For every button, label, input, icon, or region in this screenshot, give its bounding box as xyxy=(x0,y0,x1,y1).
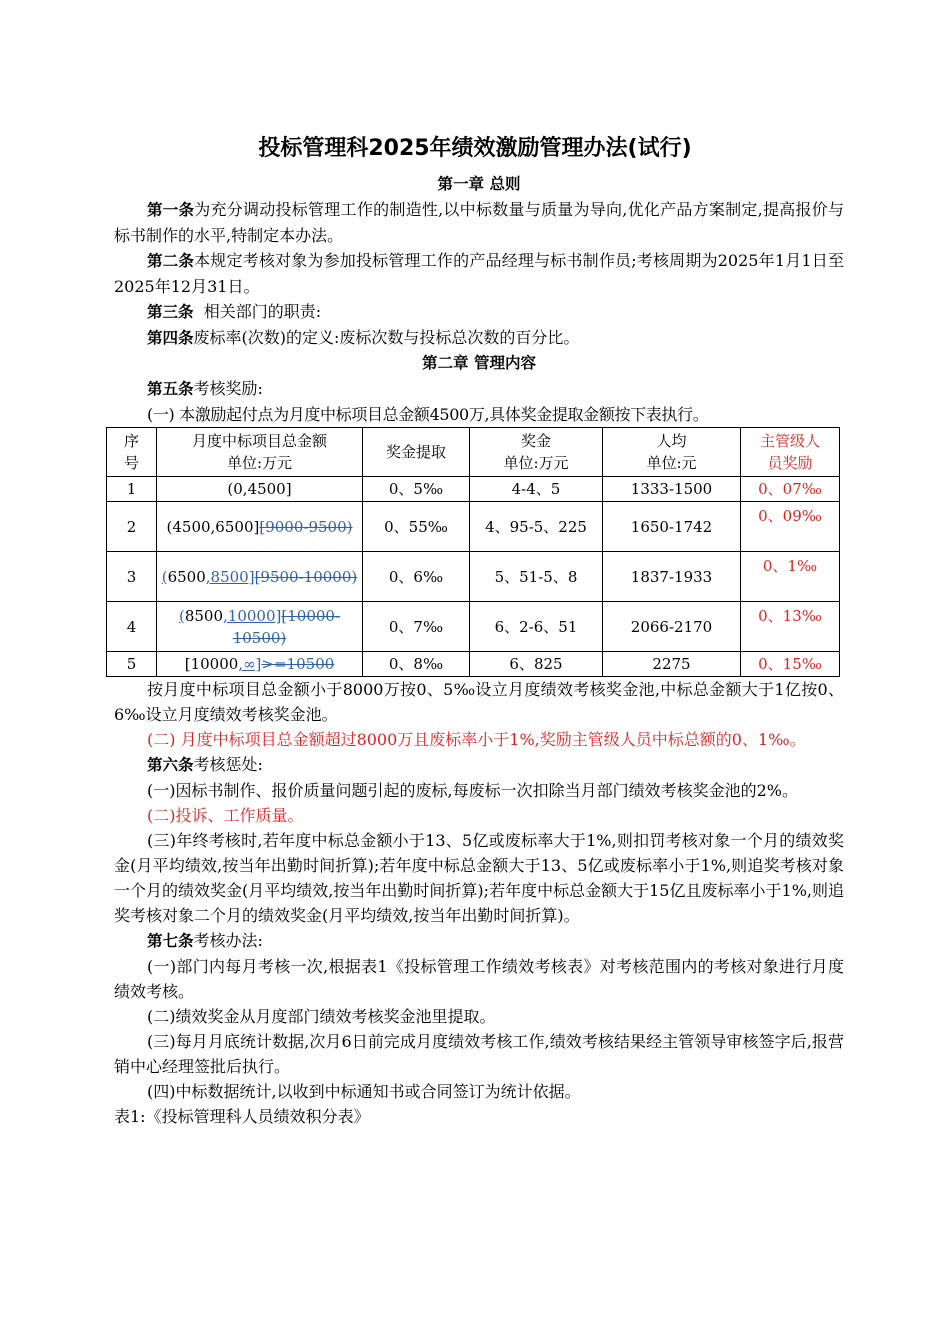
article-2-text: 本规定考核对象为参加投标管理工作的产品经理与标书制作员;考核周期为2025年1月1日至2025年12月31日。 xyxy=(114,251,844,296)
cell-manager: 0、13‰ xyxy=(741,602,840,652)
document-title: 投标管理科2025年绩效激励管理办法(试行) xyxy=(258,136,692,161)
article-4-text: 废标率(次数)的定义:废标次数与投标总次数的百分比。 xyxy=(193,328,580,347)
cell-avg: 1333-1500 xyxy=(603,477,741,502)
article-7-item-4: (四)中标数据统计,以收到中标通知书或合同签订为统计依据。 xyxy=(147,1082,581,1101)
table-caption: 表1:《投标管理科人员绩效积分表》 xyxy=(114,1107,370,1126)
cell-range: (0,4500] xyxy=(157,477,363,502)
cell-rate: 0、7‰ xyxy=(363,602,470,652)
table-row xyxy=(107,652,840,677)
article-1 xyxy=(114,197,844,248)
article-7 xyxy=(114,928,844,954)
cell-bonus: 6、2-6、51 xyxy=(470,602,603,652)
article-6-text: 考核惩处: xyxy=(193,755,263,774)
deleted-range-text: [9000-9500) xyxy=(259,517,353,536)
cell-range: (6500,8500][9500-10000) xyxy=(157,552,363,602)
table-row xyxy=(107,552,840,602)
bonus-table xyxy=(106,427,840,677)
article-6-item-1: (一)因标书制作、报价质量问题引起的废标,每废标一次扣除当月部门绩效考核奖金池的2%。 xyxy=(147,781,798,800)
article-6-item-3: (三)年终考核时,若年度中标总金额小于13、5亿或废标率大于1%,则扣罚考核对象一个月的绩效奖金(月平均绩效,按当年出勤时间折算);若年度中标总金额大于13、5亿或废标率小于1%,则追奖考核对象一个月的绩效奖金(月平均绩效,按当年出勤时间折算);若年度中标总金额大于15亿且废标率小于1%,则追奖考核对象二个月的绩效奖金(月平均绩效,按当年出勤时间折算)。 xyxy=(114,831,844,925)
table-header-row xyxy=(107,428,840,477)
col-header-no: 序 号 xyxy=(107,428,157,477)
deleted-range-text: [10000-10500) xyxy=(232,606,341,647)
table-row xyxy=(107,477,840,502)
article-7-item-1: (一)部门内每月考核一次,根据表1《投标管理工作绩效考核表》对考核范围内的考核对象进行月度绩效考核。 xyxy=(114,957,844,1001)
article-5 xyxy=(114,376,844,402)
inserted-range-text: ( xyxy=(161,567,168,586)
article-5-item-2: (二) 月度中标项目总金额超过8000万且废标率小于1%,奖励主管级人员中标总额的0、1‰。 xyxy=(147,730,806,749)
col-header-avg: 人均 单位:元 xyxy=(603,428,741,477)
table-row xyxy=(107,602,840,652)
cell-rate: 0、8‰ xyxy=(363,652,470,677)
cell-rate: 0、55‰ xyxy=(363,502,470,552)
deleted-range-text: >=10500 xyxy=(261,655,335,673)
article-6 xyxy=(114,752,844,778)
cell-avg: 1837-1933 xyxy=(603,552,741,602)
article-7-text: 考核办法: xyxy=(193,931,263,950)
article-5-item-1: (一) 本激励起付点为月度中标项目总金额4500万,具体奖金提取金额按下表执行。 xyxy=(147,405,709,424)
cell-rate: 0、5‰ xyxy=(363,477,470,502)
article-2 xyxy=(114,248,844,299)
cell-avg: 2066-2170 xyxy=(603,602,741,652)
cell-range: (8500,10000][10000-10500) xyxy=(157,602,363,652)
article-3 xyxy=(114,299,844,325)
cell-manager: 0、07‰ xyxy=(741,477,840,502)
col-header-rate: 奖金提取 xyxy=(363,428,470,477)
article-4-label: 第四条 xyxy=(147,329,194,347)
cell-bonus: 4-4、5 xyxy=(470,477,603,502)
article-6-item-2: (二)投诉、工作质量。 xyxy=(147,806,304,825)
cell-bonus: 5、51-5、8 xyxy=(470,552,603,602)
article-2-label: 第二条 xyxy=(147,252,195,270)
cell-range: (4500,6500][9000-9500) xyxy=(157,502,363,552)
article-5-label: 第五条 xyxy=(147,380,194,398)
cell-avg: 1650-1742 xyxy=(603,502,741,552)
article-6-label: 第六条 xyxy=(147,756,194,774)
deleted-range-text: [9500-10000) xyxy=(254,567,358,586)
article-5-text: 考核奖励: xyxy=(193,379,263,398)
cell-manager: 0、09‰ xyxy=(741,502,840,552)
cell-manager: 0、15‰ xyxy=(741,652,840,677)
cell-bonus: 4、95-5、225 xyxy=(470,502,603,552)
cell-no: 1 xyxy=(107,477,157,502)
article-5-after-table: 按月度中标项目总金额小于8000万按0、5‰设立月度绩效考核奖金池,中标总金额大于1亿按0、6‰设立月度绩效考核奖金池。 xyxy=(114,680,844,724)
article-1-label: 第一条 xyxy=(147,201,195,219)
article-1-text: 为充分调动投标管理工作的制造性,以中标数量与质量为导向,优化产品方案制定,提高报价与标书制作的水平,特制定本办法。 xyxy=(114,200,844,245)
cell-bonus: 6、825 xyxy=(470,652,603,677)
cell-avg: 2275 xyxy=(603,652,741,677)
cell-manager: 0、1‰ xyxy=(741,552,840,602)
article-7-item-2: (二)绩效奖金从月度部门绩效考核奖金池里提取。 xyxy=(147,1007,496,1026)
chapter-1-heading: 第一章 总则 xyxy=(437,175,521,193)
inserted-range-text: ( xyxy=(178,606,185,625)
cell-rate: 0、6‰ xyxy=(363,552,470,602)
cell-no: 5 xyxy=(107,652,157,677)
col-header-range: 月度中标项目总金额 单位:万元 xyxy=(157,428,363,477)
document-body xyxy=(114,172,844,1129)
inserted-range-text: ,∞] xyxy=(238,655,262,673)
article-7-item-3: (三)每月月底统计数据,次月6日前完成月度绩效考核工作,绩效考核结果经主管领导审核签字后,报营销中心经理签批后执行。 xyxy=(114,1032,844,1076)
col-header-manager: 主管级人 员奖励 xyxy=(741,428,840,477)
article-3-text: 相关部门的职责: xyxy=(193,302,322,321)
cell-no: 2 xyxy=(107,502,157,552)
article-3-label: 第三条 xyxy=(147,303,194,321)
table-row xyxy=(107,502,840,552)
inserted-range-text: ,10000] xyxy=(223,606,282,625)
chapter-2-heading: 第二章 管理内容 xyxy=(422,354,536,372)
cell-no: 3 xyxy=(107,552,157,602)
cell-range: [10000,∞]>=10500 xyxy=(157,652,363,677)
cell-no: 4 xyxy=(107,602,157,652)
article-7-label: 第七条 xyxy=(147,932,194,950)
col-header-bonus: 奖金 单位:万元 xyxy=(470,428,603,477)
article-4 xyxy=(114,325,844,351)
inserted-range-text: ,8500] xyxy=(205,567,255,586)
